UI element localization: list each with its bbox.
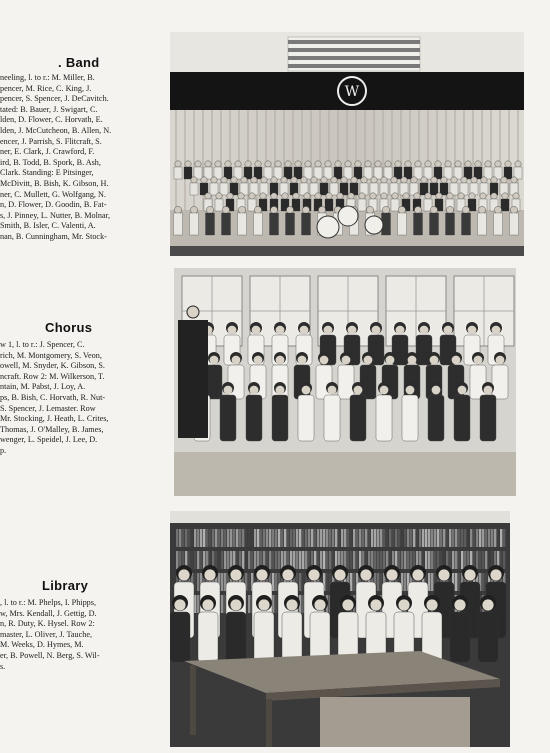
caption-line: Mr. Stocking, J. Heath, L. Crites, <box>0 414 109 424</box>
caption-line: pencer, S. Spencer, J. DeCavitch. <box>0 94 109 104</box>
caption-line: ner, E. Clark, J. Crawford, F. <box>0 147 95 157</box>
caption-line: ps, B. Bish, C. Horvath, R. Nut- <box>0 392 106 402</box>
band-photo <box>170 32 524 256</box>
caption-line: ntain, M. Pabst, J. Loy, A. <box>0 382 86 392</box>
caption-line: neeling, l. to r.: M. Miller, B. <box>0 73 95 82</box>
caption-line: n, R. Duty, K. Hysel. Row 2: <box>0 619 95 629</box>
chorus-photo <box>174 268 516 496</box>
caption-line: tated: B. Bauer, J. Swigart, C. <box>0 104 98 114</box>
caption-line: encer, J. Parrish, S. Flitcraft, S. <box>0 136 102 146</box>
caption-line: lden, J. McCutcheon, B. Allen, N. <box>0 125 112 135</box>
caption-line: McDivitt, B. Bish, K. Gibson, H. <box>0 178 109 188</box>
chorus-caption <box>0 340 158 457</box>
caption-line: s, J. Pinney, L. Nutter, B. Molnar, <box>0 210 111 220</box>
library-photo <box>170 511 510 747</box>
library-caption <box>0 598 158 672</box>
caption-line: ird, B. Todd, B. Spork, B. Ash, <box>0 157 101 167</box>
caption-line: master, L. Oliver, J. Tauche, <box>0 629 93 639</box>
caption-line: S. Spencer, J. Lemaster. Row <box>0 403 96 413</box>
caption-line: Thomas, J. O'Malley, B. James, <box>0 424 104 434</box>
band-heading: . Band <box>58 55 100 70</box>
caption-line: pencer, M. Rice, C. King, J. <box>0 83 92 93</box>
caption-line: p. <box>0 445 7 455</box>
caption-line: ner, C. Mullett, G. Wolfgang, N. <box>0 189 106 199</box>
caption-line: M. Weeks, D. Hymes, M. <box>0 640 84 650</box>
caption-line: Smith, B. Isler, C. Valenti, A. <box>0 221 96 231</box>
caption-line: n, D. Flower, D. Goodin, B. Fat- <box>0 200 107 210</box>
caption-line: s. <box>0 661 6 671</box>
school-emblem-letter: W <box>344 84 360 100</box>
caption-line: er, B. Powell, N. Berg, S. Wil- <box>0 650 100 660</box>
library-heading: Library <box>42 578 89 593</box>
caption-line: , l. to r.: M. Phelps, I. Phipps, <box>0 598 96 607</box>
caption-line: wenger, L. Speidel, J. Lee, D. <box>0 435 98 445</box>
band-caption <box>0 73 158 243</box>
caption-line: owell, M. Snyder, K. Gibson, S. <box>0 361 105 371</box>
caption-line: rich, M. Montgomery, S. Veon, <box>0 350 102 360</box>
chorus-heading: Chorus <box>45 320 93 335</box>
caption-line: w, Mrs. Kendall, J. Gettig, D. <box>0 608 97 618</box>
bass-drum <box>317 216 339 238</box>
flag <box>288 37 420 71</box>
caption-line: ncraft. Row 2: M. Wilkerson, T. <box>0 371 105 381</box>
caption-line: w 1, l. to r.: J. Spencer, C. <box>0 340 85 349</box>
caption-line: Clark. Standing: E Pitsinger, <box>0 168 94 178</box>
caption-line: nan, B. Cunningham, Mr. Stock- <box>0 231 107 241</box>
caption-line: lden, D. Flower, C. Horvath, E. <box>0 115 103 125</box>
